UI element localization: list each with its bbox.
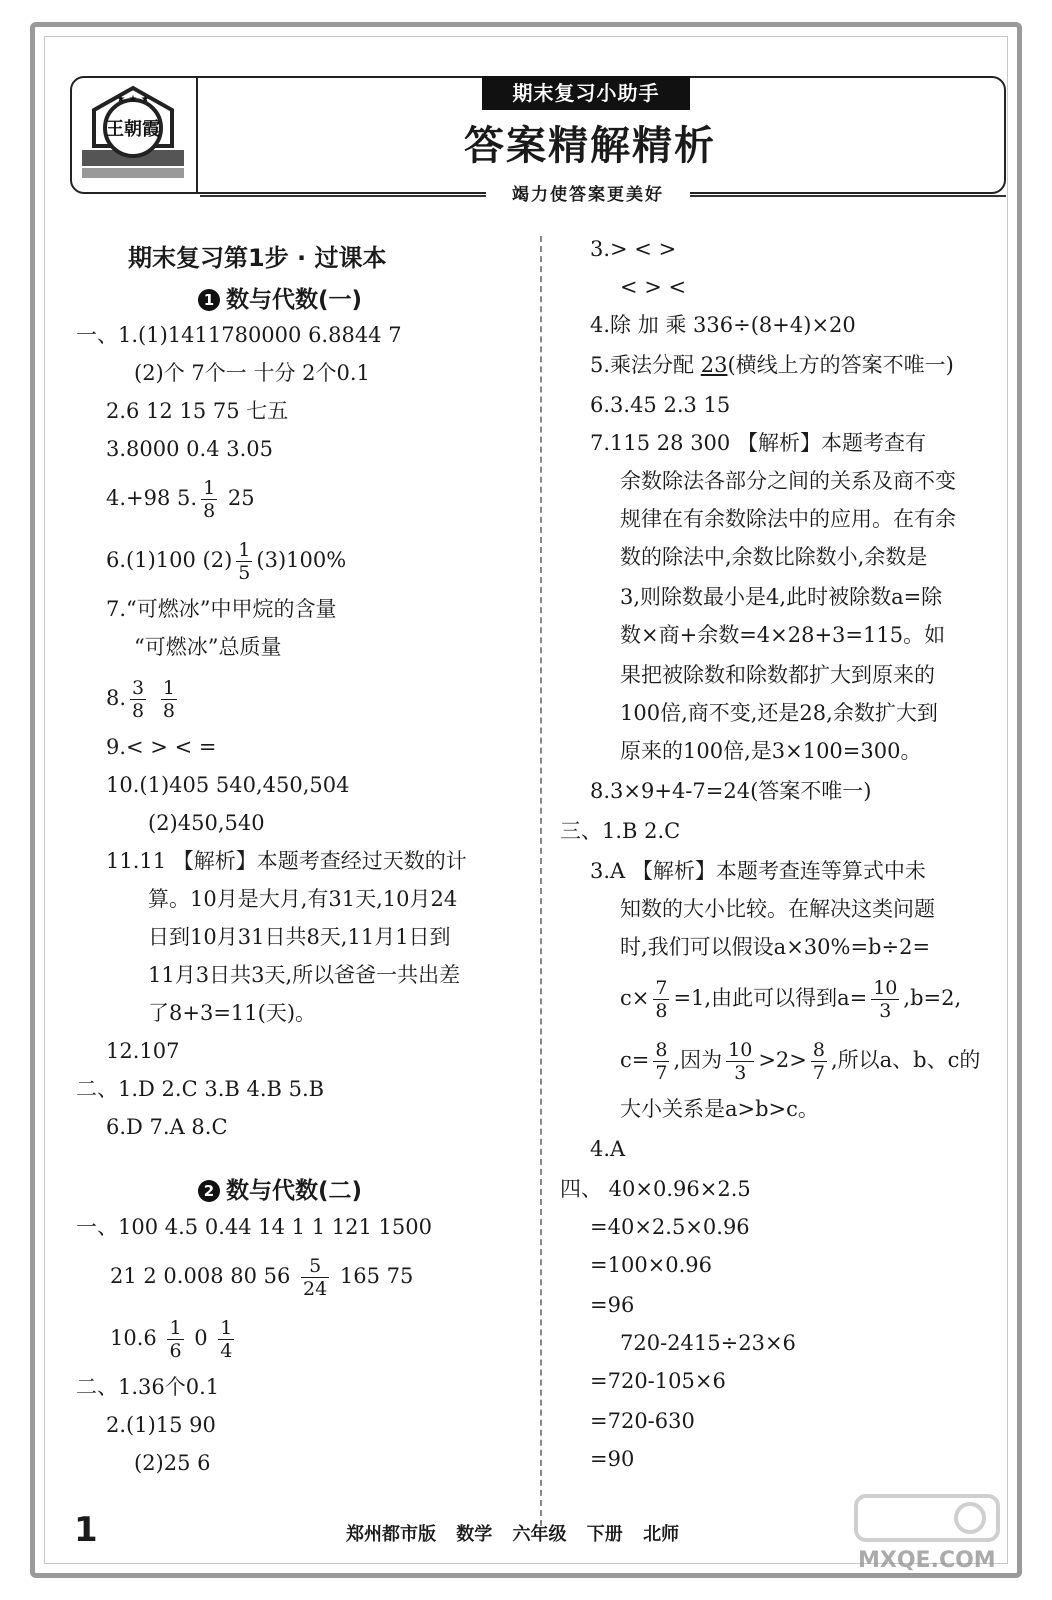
answer-line: 大小关系是a>b>c。	[620, 1097, 819, 1121]
logo-text: 王朝霞	[106, 119, 160, 140]
answer-line: 二、1.D 2.C 3.B 4.B 5.B	[76, 1077, 325, 1101]
answer-line: 7.“可燃冰”中甲烷的含量	[106, 597, 337, 621]
answer-line: 10.6 $\frac{1}{6}$ 0 $\frac{1}{4}$	[110, 1317, 233, 1362]
answer-line: 数的除法中,余数比除数小,余数是	[620, 545, 928, 569]
page-title: 答案精解精析	[464, 123, 716, 169]
answer-line: 3.> < >	[590, 237, 677, 261]
answer-line: 100倍,商不变,还是28,余数扩大到	[620, 701, 938, 725]
fraction: $\frac{1}{8}$	[162, 677, 175, 722]
answer-line: 一、1.(1)1411780000 6.8844 7	[76, 323, 402, 347]
answer-line: 11月3日共3天,所以爸爸一共出差	[148, 963, 461, 987]
answer-line: 6.D 7.A 8.C	[106, 1115, 228, 1139]
answer-line: 果把被除数和除数都扩大到原来的	[620, 663, 935, 687]
answer-line: 余数除法各部分之间的关系及商不变	[620, 469, 956, 493]
unit-2-badge: 2	[198, 1180, 220, 1202]
fraction: $\frac{10}{3}$	[728, 1039, 753, 1084]
svg-text:★ ★ ★: ★ ★ ★	[116, 94, 150, 105]
column-divider	[540, 236, 542, 1526]
brand-logo	[74, 80, 192, 192]
answer-line: (2)个 7个一 十分 2个0.1	[134, 361, 370, 385]
answer-line: 12.107	[106, 1039, 180, 1063]
unit-1-badge: 1	[198, 289, 220, 311]
answer-line: =100×0.96	[590, 1253, 713, 1277]
answer-line: 7.115 28 300 【解析】本题考查有	[590, 431, 926, 455]
answer-line: 6.3.45 2.3 15	[590, 393, 731, 417]
answer-line: 3.A 【解析】本题考查连等算式中未	[590, 859, 926, 883]
logo-divider	[196, 76, 198, 194]
fraction: $\frac{8}{7}$	[655, 1039, 668, 1084]
answer-line: 三、1.B 2.C	[560, 819, 681, 843]
answer-line: 日到10月31日共8天,11月1日到	[148, 925, 451, 949]
watermark-text: MXQE.COM	[858, 1548, 996, 1573]
fraction: $\frac{5}{24}$	[303, 1255, 328, 1300]
fraction: $\frac{1}{6}$	[169, 1317, 182, 1362]
answer-line: 知数的大小比较。在解决这类问题	[620, 897, 935, 921]
answer-line: 5.乘法分配 23(横线上方的答案不唯一)	[590, 353, 954, 377]
answer-line: =720-105×6	[590, 1369, 726, 1393]
fraction: $\frac{10}{3}$	[873, 977, 898, 1022]
answer-line: =96	[590, 1293, 635, 1317]
answer-line: 4.+98 5. $\frac{1}{8}$ 25	[106, 477, 255, 522]
answer-line: 720-2415÷23×6	[620, 1331, 796, 1355]
answer-line: 规律在有余数除法中的应用。在有余	[620, 507, 956, 531]
answer-line: 3,则除数最小是4,此时被除数a=除	[620, 585, 943, 609]
slogan: 竭力使答案更美好	[486, 180, 690, 205]
answer-line: =40×2.5×0.96	[590, 1215, 750, 1239]
answer-line: 4.除 加 乘 336÷(8+4)×20	[590, 313, 856, 337]
banner-label: 期末复习小助手	[482, 76, 690, 110]
answer-line: (2)25 6	[134, 1451, 211, 1475]
answer-line: =90	[590, 1447, 635, 1471]
underlined-answer: 23	[700, 353, 728, 377]
answer-line: 一、100 4.5 0.44 14 1 1 121 1500	[76, 1215, 432, 1239]
answer-line: 9.< > < =	[106, 735, 217, 759]
answer-line: 四、 40×0.96×2.5	[560, 1177, 751, 1201]
answer-line: 3.8000 0.4 3.05	[106, 437, 273, 461]
page-number: 1	[74, 1510, 98, 1550]
fraction: $\frac{3}{8}$	[132, 677, 145, 722]
answer-line: 21 2 0.008 80 56 $\frac{5}{24}$ 165 75	[110, 1255, 414, 1300]
answer-line: (2)450,540	[148, 811, 265, 835]
unit-2-title: 2 数与代数(二)	[198, 1172, 362, 1205]
answer-line: c= $\frac{8}{7}$ ,因为 $\frac{10}{3}$ >2> $\frac{8}{7}$ ,所以a、b、c的	[620, 1039, 981, 1084]
fraction: $\frac{8}{7}$	[812, 1039, 825, 1084]
answer-line: 2.(1)15 90	[106, 1413, 216, 1437]
answer-line: 10.(1)405 540,450,504	[106, 773, 350, 797]
answer-line: 8. $\frac{3}{8}$ $\frac{1}{8}$	[106, 677, 175, 722]
answer-line: 算。10月是大月,有31天,10月24	[148, 887, 458, 911]
answer-line: c× $\frac{7}{8}$ =1,由此可以得到a= $\frac{10}{3}$ ,b=2,	[620, 977, 962, 1022]
answer-line: “可燃冰”总质量	[134, 635, 282, 659]
answer-line: < > <	[620, 275, 687, 299]
unit-1-title: 1 数与代数(一)	[198, 281, 362, 314]
answer-line: 二、1.36个0.1	[76, 1375, 220, 1399]
section-title: 期末复习第1步 · 过课本	[128, 244, 387, 272]
answer-line: 了8+3=11(天)。	[148, 1001, 317, 1025]
answer-line: 6.(1)100 (2) $\frac{1}{5}$ (3)100%	[106, 539, 347, 584]
answer-line: 8.3×9+4-7=24(答案不唯一)	[590, 779, 872, 803]
answer-line: =720-630	[590, 1409, 695, 1433]
fraction: $\frac{1}{4}$	[220, 1317, 233, 1362]
fraction: $\frac{1}{8}$	[203, 477, 216, 522]
answer-line: 原来的100倍,是3×100=300。	[620, 739, 922, 763]
answer-line: 时,我们可以假设a×30%=b÷2=	[620, 935, 931, 959]
answer-line: 数×商+余数=4×28+3=115。如	[620, 623, 946, 647]
answer-line: 2.6 12 15 75 七五	[106, 399, 289, 423]
fraction: $\frac{7}{8}$	[655, 977, 668, 1022]
answer-line: 11.11 【解析】本题考查经过天数的计	[106, 849, 467, 873]
answer-line: 4.A	[590, 1137, 626, 1161]
edition-info: 郑州都市版 数学 六年级 下册 北师	[346, 1524, 680, 1545]
fraction: $\frac{1}{5}$	[238, 539, 251, 584]
